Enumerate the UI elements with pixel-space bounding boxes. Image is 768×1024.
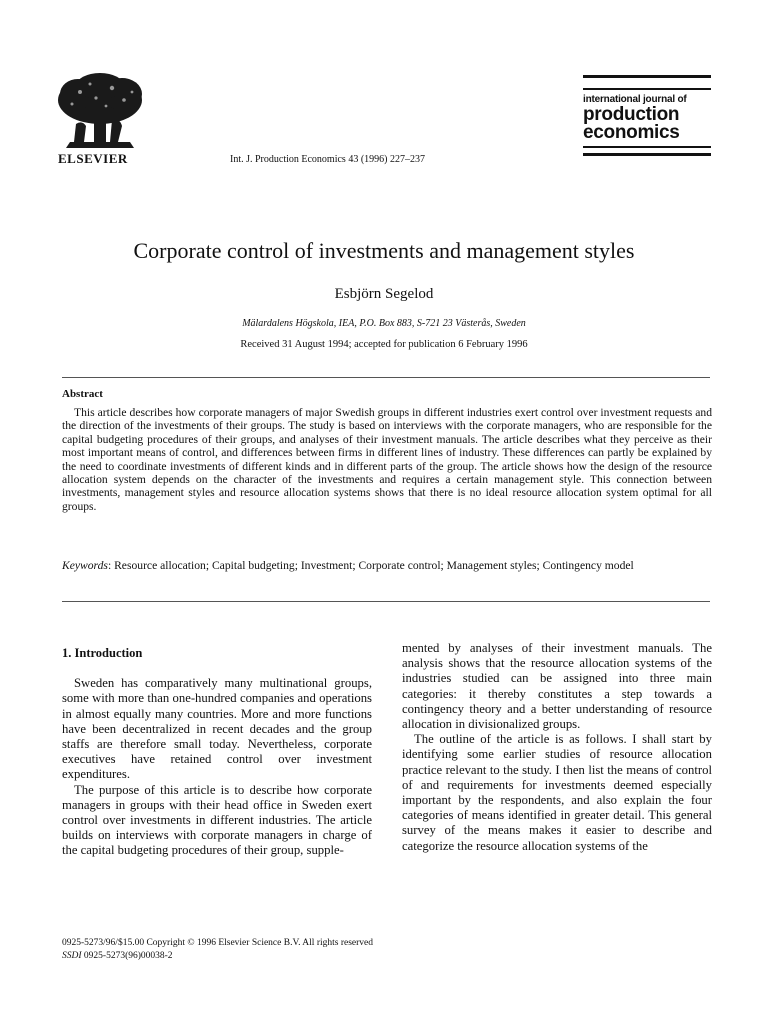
author-affiliation: Mälardalens Högskola, IEA, P.O. Box 883, S-721 23 Västerås, Sweden: [242, 318, 526, 329]
paragraph: mented by analyses of their investment manuals. The analysis shows that the resource allocation systems of the industries studied can be assigned into three main categories: it thereby constitutes a step towards a contingency theory and a better understanding of resource allocation in divisionalized groups.: [402, 641, 712, 732]
abstract-bottom-rule: [62, 601, 710, 602]
masthead-top-rule: [583, 75, 711, 90]
journal-masthead: [583, 75, 711, 156]
page-footer: [62, 937, 373, 963]
journal-name-line1: international journal of: [583, 94, 687, 105]
publisher-name: ELSEVIER: [58, 151, 128, 166]
keywords-label: Keywords: [62, 559, 108, 572]
section-heading: 1. Introduction: [62, 646, 143, 660]
ssdi-line: [62, 950, 373, 963]
abstract-top-rule: [62, 377, 710, 378]
ssdi-label: SSDI: [62, 951, 82, 961]
article-title: Corporate control of investments and management styles: [133, 238, 635, 263]
article-author: Esbjörn Segelod: [334, 286, 434, 302]
received-dates: Received 31 August 1994; accepted for publication 6 February 1996: [240, 339, 528, 350]
paragraph: Sweden has comparatively many multinational groups, some with more than one-hundred companies and operations in almost equally many countries. More and more functions have been decentralized in recent decades and the group staffs are therefore small today. Nevertheless, corporate executives have retained control over investment expenditures.: [62, 676, 372, 782]
elsevier-tree-logo: [50, 72, 150, 150]
abstract-heading: Abstract: [62, 388, 103, 400]
journal-name-line2: production: [583, 104, 680, 125]
paragraph: The purpose of this article is to describe how corporate managers in groups with their head office in Sweden exert control over investments in different industries. The article builds on interviews with corporate managers in charge of the capital budgeting procedures of their group, supple-: [62, 782, 372, 858]
ssdi-number: 0925-5273(96)00038-2: [83, 951, 173, 961]
journal-name-line3: economics: [583, 122, 680, 143]
masthead-bottom-rule: [583, 146, 711, 156]
keywords: [62, 559, 712, 573]
journal-citation: Int. J. Production Economics 43 (1996) 227–237: [230, 154, 425, 165]
paragraph: The outline of the article is as follows. I shall start by identifying some earlier studies of resource allocation practice relevant to the study. I then list the means of control of and requirements for investments deemed especially important by the respondents, and also explain the four categories of means identified in greater detail. This general survey of the means makes it easier to describe and categorize the resource allocation systems of the: [402, 732, 712, 853]
right-column: [402, 641, 712, 854]
keywords-list: Resource allocation; Capital budgeting; Investment; Corporate control; Management styles; Contingency model: [114, 559, 634, 572]
left-column: [62, 646, 372, 859]
keywords-colon: :: [107, 559, 115, 572]
abstract-text: This article describes how corporate managers of major Swedish groups in different industries exert control over investment requests and the direction of the investments of their groups. The study is based on interviews with the corporate managers, who are responsible for the capital budgeting procedures of their groups, and analyses of their investment manuals. The article describes what they perceive as their most important means of control, and differences between firms in different lines of industry. These differences can partly be explained by the need to coordinate investments of different kinds and in different parts of the group. The article shows how the design of the resource allocation system depends on the character of the investments and requires a certain management style. This connection between investments, management styles and resource allocation systems shows that there is no ideal resource allocation system optimal for all groups.: [62, 406, 712, 513]
copyright-line: 0925-5273/96/$15.00 Copyright © 1996 Elsevier Science B.V. All rights reserved: [62, 938, 374, 948]
